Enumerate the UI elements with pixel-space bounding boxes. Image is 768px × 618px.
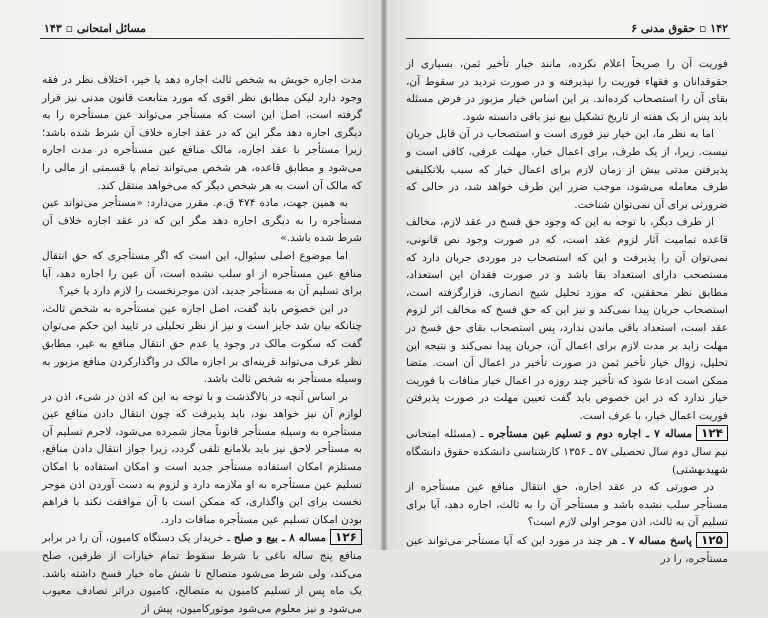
section-text: ـ (مسئله امتحانی نیم سال دوم سال تحصیلی ۵۷ ـ ۱۳۵۶ کارشناسی دانشکده حقوق دانشگاه شهیدبهشتی) [406, 428, 728, 476]
right-page-header [384, 0, 768, 40]
section-text: ـ هر چند در مورد این که آیا مستأجر می‌تواند عین مستأجره، را در [406, 535, 728, 565]
section-number: ۱۲۴ [696, 425, 728, 441]
question-text: در صورتی که در عقد اجاره، حق انتقال منافع عین مستأجره از مستأجر سلب نشده باشد و مستأجر آن را به ثالث، اجاره دهد، آیا برای تسلیم آن به ثالث، اذن موجر اولی لازم است؟ [406, 481, 728, 529]
section-title: مساله ۷ ـ اجاره دوم و تسلیم عین مستأجره [488, 428, 693, 441]
paragraph: مدت اجاره خویش به شخص ثالث اجاره دهد یا خیر، اختلاف نظر در فقه وجود دارد لیکن مطابق نظر اقوی که مورد متابعت قانون مدنی نیز قرار گرفته است، اصل این است که مستأجر می‌تواند عین مستأجره را به دیگری اجاره دهد مگر این که در عقد اجاره خلاف آن شرط شده باشد؛ زیرا مستأجر با عقد اجاره، مالک منافع عین مستأجره در مدت اجاره می‌شود و مطابق قاعده، هر شخص می‌تواند تمام یا قسمتی از مالی را که مالک آن است به هر شخص دیگر که می‌خواهد منتقل کند. [42, 74, 362, 192]
paragraph: اما موضوع اصلی سئوال، این است که اگر مستأجری که حق انتقال منافع عین مستأجره از او سلب نشده است، آن عین را اجاره دهد، آیا برای تسلیم آن به مستأجر جدید، اذن موجرنخست را لازم دارد یا خیر؟ [42, 249, 362, 298]
section-125 [406, 532, 728, 568]
right-page [384, 0, 768, 565]
header-rule [406, 38, 730, 39]
section-number: ۱۲۶ [330, 529, 362, 545]
right-page-body [406, 56, 728, 568]
paragraph: به همین جهت، ماده ۴۷۴ ق.م. مقرر می‌دارد: «مستأجر می‌تواند عین مستأجره را به دیگری اجاره دهد مگر این که در عقد اجاره خلاف آن شرط شده باشد.» [42, 197, 362, 245]
section-126 [42, 529, 362, 618]
section-text: ـ خریدار یک دستگاه کامیون، آن را در برابر منافع پنج ساله باغی با شرط سقوط تمام خیارات از طرفین، صلح می‌کند، ولی شرط می‌شود متصالح تا شش ماه خیار فسخ داشته باشد. یک ماه پس از تسلیم کامیون به متصالح، کامیون دراثر تصادف معیوب می‌شود و نیز معلوم می‌شود موتورکامیون، پیش از [42, 532, 362, 615]
paragraph: از طرف دیگر، با توجه به این که وجود حق فسخ در عقد لازم، مخالف قاعده تمامیت آثار لزوم عقد است، که در صورت وجود نص قانونی، نمی‌توان آن را پذیرفت و این که استصحاب در موردی جریان دارد که مستصحب دارای استعداد بقا باشد و در صورت فقدان این استعداد، مطابق نظر محققین، که مورد تحلیل شیخ انصاری، قرارگرفته است، استصحاب جریان پیدا نمی‌کند و نیز این که حق فسخ که مخالف اثر لزوم عقد است، استعداد باقی ماندن ندارد، پس استصحاب بقای حق فسخ در مهلت زاید بر مدت لازم برای اعمال آن، جریان پیدا نمی‌کند و نتیجه این تحلیل، زوال خیار تأخیر ثمن در صورت تأخیر در اعمال آن است. متضا ممکن است ادعا شود که تأخیر چند روزه در اعمال خیار منافات با فوریت خیار ندارد که در این خصوص باید گفت تعیین مهلت در صورت پذیرفتن فوریت اعمال خیار، با عرف است. [406, 216, 728, 422]
header-rule [40, 38, 364, 39]
left-page-running-title: مسائل امتحانی ▫ ۱۴۳ [44, 22, 147, 35]
paragraph: فوریت آن را صریحاً اعلام نکرده، مانند خیار تأخیر ثمن، بسیاری از حقوقدانان و فقهاء فوریت را نپذیرفته و در صورت تردید در سقوط آن، بقای آن را استصحاب کرده‌اند. بر این اساس خیار مزبور در فرض مسئله باید پس از یک هفته از تاریخ تشکیل بیع نیز باقی دانسته شود. [406, 58, 728, 123]
section-title: مساله ۸ ـ بیع و صلح [233, 532, 327, 545]
section-title: پاسخ مساله ۷ [628, 535, 693, 548]
paragraph: اما به نظر ما، این خیار نیز فوری است و استصحاب در آن قابل جریان نیست. زیرا، از یک طرف، برای اعمال خیار، مهلت عرفی، کافی است و پذیرفتن مدتی بیش از زمان لازم برای اعمال خیار که سبب بلاتکلیفی طرف معامله می‌شود، موجب ضرر این طرف خواهد شد، در حالی که ضرورتی برای آن نمی‌توان شناخت. [406, 128, 728, 211]
left-page-header [0, 0, 384, 40]
left-page-body [42, 72, 362, 618]
section-124 [406, 425, 728, 479]
right-page-running-title: ۱۴۲ ▫ حقوق مدنی ۶ [631, 22, 728, 35]
paragraph: در این خصوص باید گفت، اصل اجاره عین مستأجره به شخص ثالث، چنانکه بیان شد جایز است و نیز از نظر تحلیلی در تایید این حکم می‌توان گفت که سکوت مالک در وجود یا عدم حق انتقال منافع به غیر، مطابق نظر عرف می‌تواند قرینه‌ای بر اجازه مالک در واگذارکردن منافع مزبور به وسیله مستأجر به شخص ثالث باشد. [42, 302, 362, 386]
paragraph: بر اساس آنچه در بالاگذشت و با توجه به این که اذن در شیء، اذن در لوازم آن نیز خواهد بود، باید پذیرفت که چون انتقال دادن منافع عین مستأجره به وسیله مستأجر قانوناً مجاز شمرده می‌شود، لاجرم تسلیم آن به مستأجر لاحق نیز باید بلامانع تلقی گردد، زیرا جواز انتقال دادن منافع، مستلزم امکان استفاده مستأجر جدید است و امکان استفاده با امکان تسلیم عین مستأجره به او ملازمه دارد و لزوم به دست آوردن اذن موجر نخست برای این واگذاری، که ممکن است با آن موافقت نکند با فراهم بودن امکان تسلیم عین مستأجره منافات دارد. [42, 390, 362, 526]
left-page [0, 0, 384, 615]
section-number: ۱۲۵ [696, 532, 728, 548]
book-gutter [381, 0, 387, 550]
